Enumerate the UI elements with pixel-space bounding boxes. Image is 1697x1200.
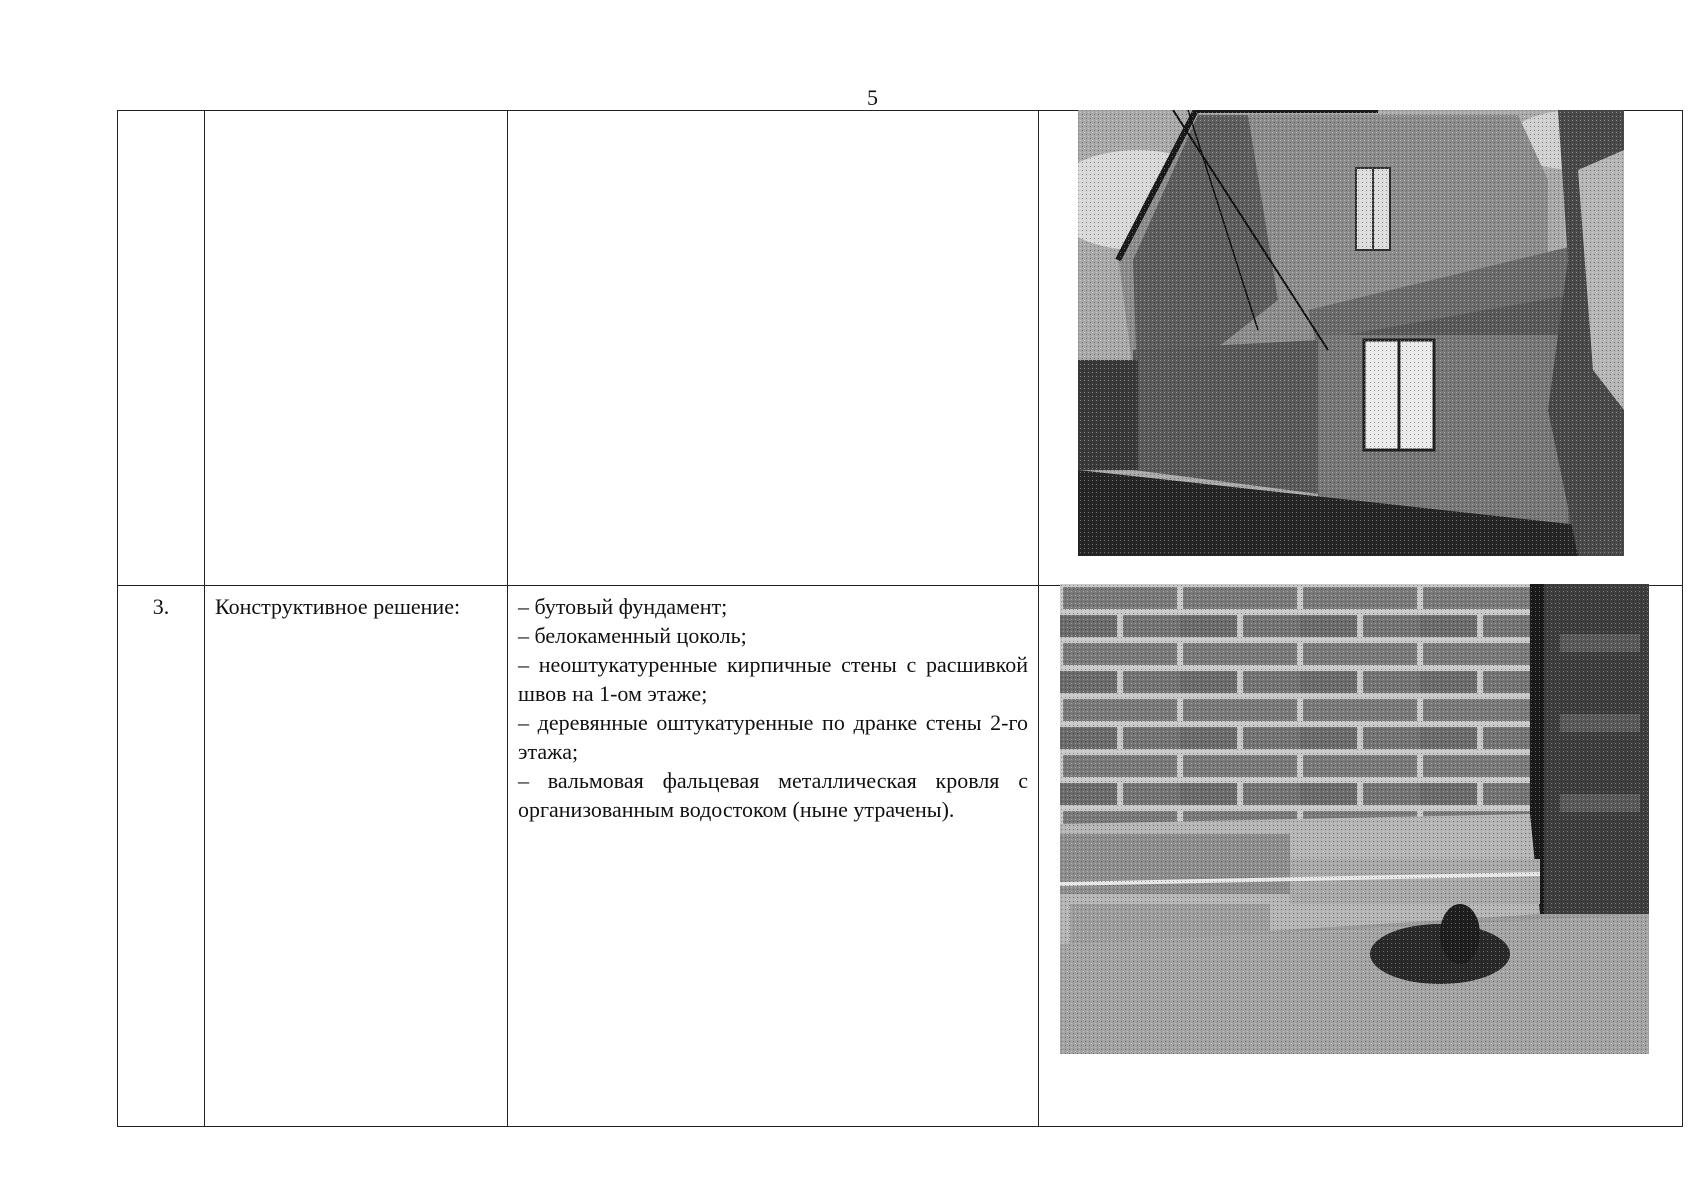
- label-cell: [205, 111, 508, 586]
- description-cell: [508, 586, 1039, 1127]
- description-item: – неоштукатуренные кирпичные стены с расшивкой швов на 1-ом этаже;: [518, 652, 1028, 706]
- description-item: – белокаменный цоколь;: [518, 623, 747, 648]
- brick-wall-photo-icon: [1060, 584, 1649, 1054]
- description-item: – бутовый фундамент;: [518, 594, 728, 619]
- description-item: – деревянные оштукатуренные по дранке стены 2-го этажа;: [518, 710, 1028, 764]
- house-photo-icon: [1078, 110, 1624, 556]
- description-item: – вальмовая фальцевая металлическая кровля с организованным водостоком (ныне утрачены).: [518, 768, 1028, 822]
- number-cell: [118, 586, 205, 1127]
- description-list: [508, 586, 1038, 824]
- label-cell: [205, 586, 508, 1127]
- page-number: 5: [867, 85, 878, 110]
- description-cell: [508, 111, 1039, 586]
- row-label: Конструктивное решение:: [215, 594, 461, 619]
- number-cell: [118, 111, 205, 586]
- row-number: 3.: [152, 594, 170, 619]
